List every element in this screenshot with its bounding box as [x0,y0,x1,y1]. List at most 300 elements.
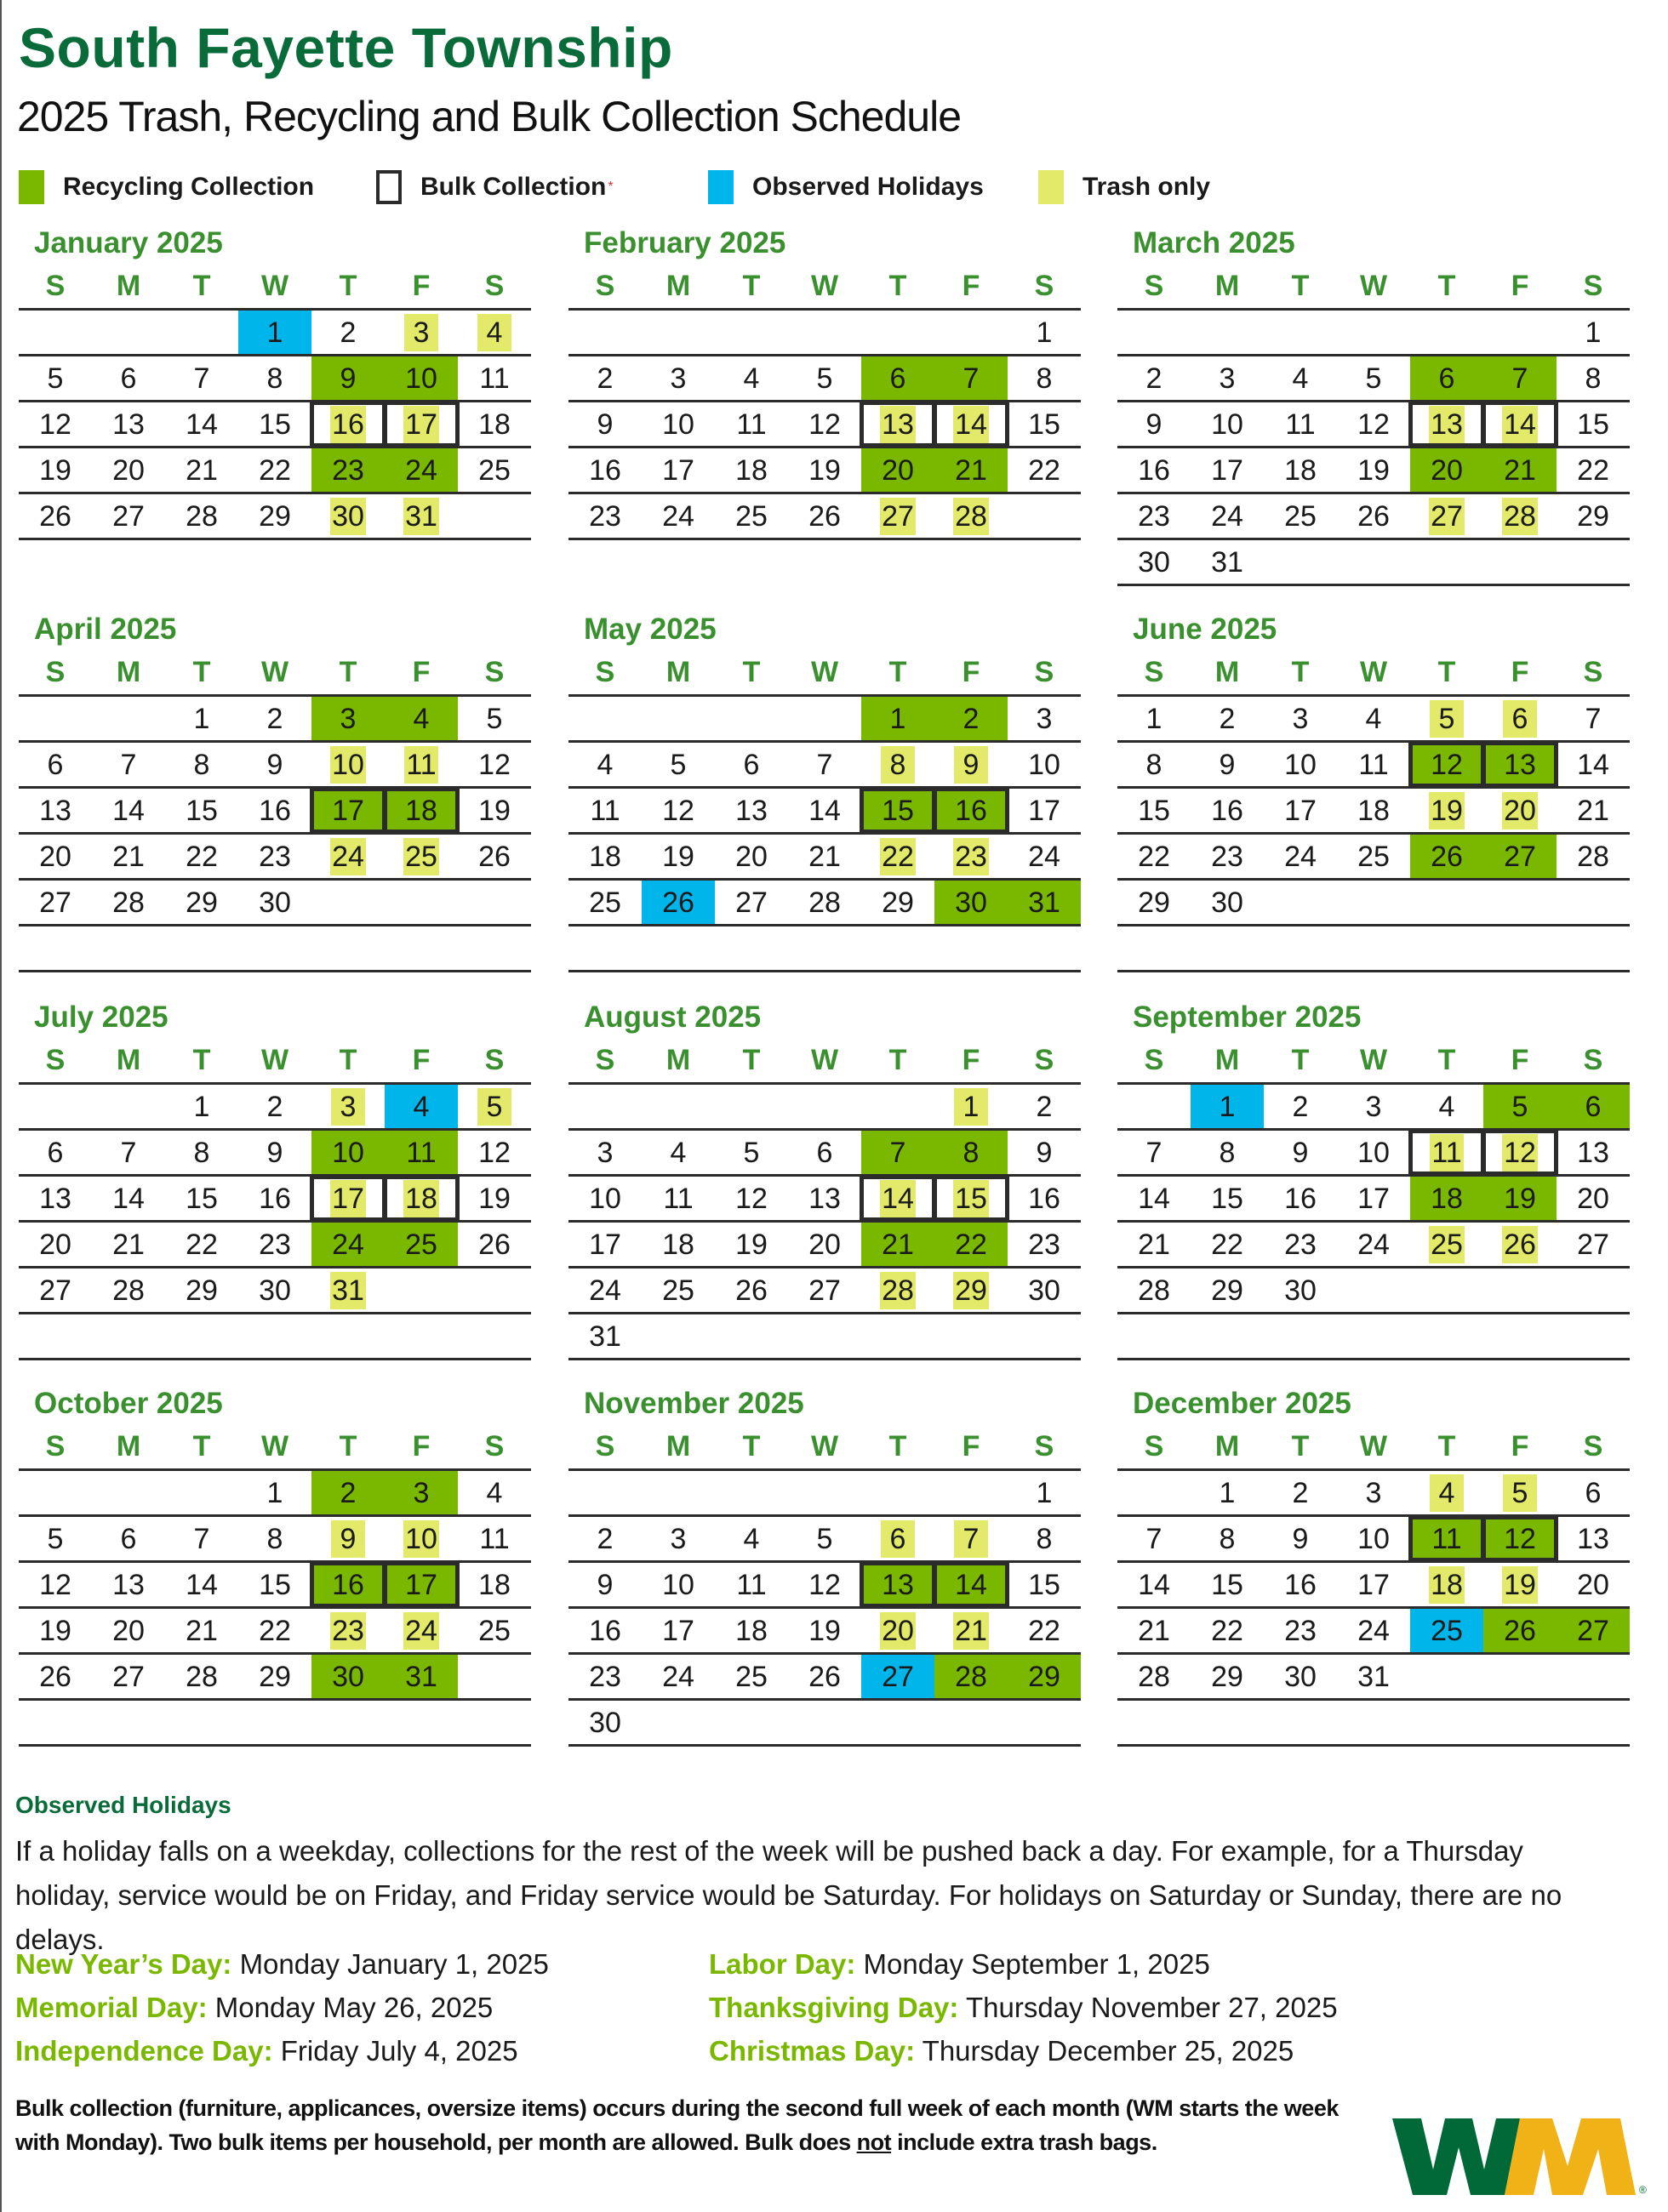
day-number: 9 [1036,1136,1053,1169]
day-number: 8 [1145,748,1162,781]
day-cell [934,356,1008,400]
day-number: 26 [1357,499,1390,533]
day-cell [1410,1177,1483,1220]
weekday-label: W [1359,1043,1388,1076]
day-cell [1008,1131,1081,1174]
month-october [19,1387,531,1747]
day-cell [1483,1609,1557,1652]
day-number: 23 [953,838,989,875]
day-number: 2 [266,1090,283,1123]
weekday-label: F [412,1429,431,1462]
day-number: 30 [589,1706,621,1739]
day-number: 1 [266,1476,283,1509]
day-number: 22 [186,1228,218,1261]
day-number: 6 [1585,1476,1602,1509]
day-cell [788,1131,861,1174]
day-cell [385,1655,458,1698]
day-number: 12 [808,408,841,441]
weekday-label: T [1437,1043,1456,1076]
day-cell [715,1517,788,1560]
day-cell [1008,835,1081,878]
week-row [19,789,531,835]
day-number: 2 [597,362,614,395]
day-cell [458,1517,531,1560]
day-cell [861,1517,934,1560]
day-cell [715,1609,788,1652]
weekday-header [19,1038,531,1082]
weekday-label: M [1214,1043,1240,1076]
day-cell [92,1131,165,1174]
day-number: 6 [1438,362,1455,395]
day-number: 8 [1219,1522,1236,1555]
day-cell [1557,743,1630,786]
day-cell [19,1177,92,1220]
day-number: 14 [1502,406,1538,443]
day-number: 15 [953,1180,989,1217]
empty-cell [92,926,165,970]
day-number: 26 [478,840,511,873]
day-number: 15 [1028,408,1060,441]
day-number: 18 [735,453,768,487]
weekday-label: W [810,1043,839,1076]
day-number: 4 [477,314,511,351]
day-number: 21 [1577,794,1609,827]
day-cell [1191,356,1264,400]
day-number: 8 [266,362,283,395]
empty-cell [1337,1268,1410,1312]
day-cell [1117,1177,1191,1220]
day-number: 25 [1429,1226,1465,1263]
day-number: 2 [1145,362,1162,395]
day-cell [311,1131,385,1174]
day-cell [385,1471,458,1514]
day-number: 26 [808,499,841,533]
day-cell [715,494,788,538]
day-cell [715,789,788,832]
day-number: 9 [266,1136,283,1169]
day-number: 2 [1292,1090,1309,1123]
week-row [19,1609,531,1655]
weekday-label: W [1359,1429,1388,1462]
weekday-label: S [595,655,615,688]
day-cell [861,494,934,538]
day-cell [92,494,165,538]
month-title: April 2025 [34,613,177,646]
day-number: 8 [1036,362,1053,395]
day-number: 28 [808,886,841,919]
holiday-date: Friday July 4, 2025 [280,2035,518,2067]
day-cell [642,1517,715,1560]
day-number: 20 [112,1614,145,1647]
month-title: February 2025 [584,226,786,259]
day-number: 1 [954,1088,988,1126]
empty-cell [1337,926,1410,970]
legend-label: Trash only [1082,173,1211,201]
day-number: 2 [597,1522,614,1555]
day-cell [1191,448,1264,492]
day-cell [92,1563,165,1606]
weekday-label: M [1214,1429,1240,1462]
day-cell [1008,1563,1081,1606]
empty-cell [1191,1701,1264,1744]
week-row [568,881,1081,926]
day-number: 26 [735,1274,768,1307]
day-cell [1008,402,1081,446]
day-number: 29 [186,1274,218,1307]
day-number: 2 [266,702,283,735]
day-number: 31 [1357,1660,1390,1693]
empty-cell [861,926,934,970]
day-number: 1 [1219,1090,1236,1123]
empty-cell [642,1085,715,1128]
day-cell [238,1177,311,1220]
day-cell [642,1268,715,1312]
empty-cell [861,1085,934,1128]
day-number: 19 [39,1614,71,1647]
holiday-name: Christmas Day: [709,2035,916,2067]
empty-cell [1410,1314,1483,1358]
month-may [568,613,1081,972]
day-cell [788,1563,861,1606]
week-row [19,1701,531,1747]
weekday-label: M [116,269,141,302]
empty-cell [238,926,311,970]
day-cell [788,494,861,538]
empty-cell [642,697,715,740]
day-number: 28 [1138,1660,1170,1693]
day-cell [1191,1177,1264,1220]
weekday-label: T [1437,655,1456,688]
weekday-label: M [116,1043,141,1076]
day-cell [385,835,458,878]
day-number: 9 [597,408,614,441]
day-number: 25 [1284,499,1317,533]
day-cell [642,743,715,786]
day-number: 12 [478,748,511,781]
day-cell [385,1609,458,1652]
empty-cell [458,1314,531,1358]
day-cell [1264,1085,1337,1128]
weekday-label: W [260,655,289,688]
day-cell [1557,1471,1630,1514]
day-number: 15 [259,1568,291,1601]
day-number: 8 [193,1136,210,1169]
day-number: 8 [1036,1522,1053,1555]
day-number: 6 [47,748,64,781]
day-number: 5 [486,702,503,735]
day-cell [165,1223,238,1266]
day-number: 24 [1284,840,1317,873]
day-number: 5 [1511,1090,1528,1123]
day-number: 18 [1284,453,1317,487]
day-cell [311,494,385,538]
day-cell [1337,1131,1410,1174]
week-row [568,1131,1081,1177]
weekday-label: S [484,655,505,688]
day-cell [458,311,531,354]
day-cell [1008,1517,1081,1560]
day-cell [19,448,92,492]
day-cell [1483,743,1557,786]
weekday-label: F [412,269,431,302]
empty-cell [715,1314,788,1358]
weekday-label: S [45,1043,66,1076]
weekday-label: F [1511,655,1529,688]
week-row [1117,402,1630,448]
weekday-label: W [260,1429,289,1462]
day-number: 20 [880,1612,916,1650]
day-number: 17 [332,794,364,827]
day-cell [934,1655,1008,1698]
day-cell [238,1131,311,1174]
day-cell [311,1655,385,1698]
day-cell [861,1223,934,1266]
week-row [1117,1701,1630,1747]
weekday-label: F [412,655,431,688]
day-cell [1117,1563,1191,1606]
week-row [19,1177,531,1223]
day-number: 21 [1138,1614,1170,1647]
day-number: 25 [478,1614,511,1647]
day-cell [165,1131,238,1174]
day-number: 18 [403,1180,439,1217]
day-cell [238,1471,311,1514]
day-number: 22 [880,838,916,875]
week-row [1117,1471,1630,1517]
day-cell [92,448,165,492]
day-number: 26 [1431,840,1463,873]
month-grid [568,694,1081,972]
day-cell [788,1609,861,1652]
empty-cell [788,926,861,970]
day-cell [715,356,788,400]
empty-cell [861,1314,934,1358]
empty-cell [1483,926,1557,970]
day-number: 6 [1585,1090,1602,1123]
day-cell [385,1563,458,1606]
page-border [0,0,2,2212]
day-number: 1 [1036,1476,1053,1509]
day-cell [642,1609,715,1652]
day-number: 7 [889,1136,906,1169]
day-number: 5 [47,362,64,395]
day-cell [19,1563,92,1606]
day-cell [1264,1655,1337,1698]
week-row [19,448,531,494]
day-number: 9 [954,746,988,784]
day-cell [934,402,1008,446]
day-number: 1 [266,316,283,349]
day-number: 14 [112,1182,145,1215]
legend-label: Observed Holidays [752,173,984,201]
week-row [568,1563,1081,1609]
holiday-name: New Year’s Day: [15,1948,232,1980]
empty-cell [311,926,385,970]
day-number: 25 [403,838,439,875]
week-row [1117,1085,1630,1131]
week-row [19,881,531,926]
day-number: 15 [259,408,291,441]
weekday-label: S [595,1043,615,1076]
day-number: 18 [478,408,511,441]
day-cell [1337,789,1410,832]
day-number: 8 [1219,1136,1236,1169]
day-cell [1117,356,1191,400]
weekday-label: T [1291,1043,1310,1076]
week-row [568,1609,1081,1655]
empty-cell [642,926,715,970]
week-row [19,311,531,356]
day-cell [385,697,458,740]
empty-cell [1008,494,1081,538]
day-number: 25 [735,499,768,533]
day-number: 20 [112,453,145,487]
empty-cell [715,1701,788,1744]
day-number: 19 [1357,453,1390,487]
day-cell [1557,1517,1630,1560]
empty-cell [92,311,165,354]
day-cell [458,1609,531,1652]
holiday-name: Independence Day: [15,2035,273,2067]
day-number: 31 [403,498,439,535]
day-cell [568,1517,642,1560]
day-cell [165,1655,238,1698]
empty-cell [19,1314,92,1358]
day-cell [238,311,311,354]
day-number: 19 [478,794,511,827]
day-cell [1337,1609,1410,1652]
weekday-label: S [484,269,505,302]
empty-cell [458,1655,531,1698]
week-row [19,697,531,743]
day-number: 13 [1429,406,1465,443]
empty-cell [19,1701,92,1744]
day-number: 19 [808,1614,841,1647]
day-number: 29 [186,886,218,919]
day-cell [458,789,531,832]
month-grid [1117,1082,1630,1360]
day-cell [934,1563,1008,1606]
day-number: 5 [816,1522,833,1555]
day-number: 25 [735,1660,768,1693]
day-number: 14 [1138,1182,1170,1215]
day-number: 25 [589,886,621,919]
empty-cell [1337,881,1410,924]
weekday-label: W [810,269,839,302]
day-cell [311,1223,385,1266]
week-row [1117,835,1630,881]
day-number: 18 [1357,794,1390,827]
week-row [568,402,1081,448]
day-cell [1483,1471,1557,1514]
week-row [568,789,1081,835]
day-number: 23 [259,1228,291,1261]
day-cell [458,743,531,786]
day-cell [385,1223,458,1266]
day-number: 26 [39,499,71,533]
day-number: 19 [662,840,694,873]
empty-cell [1337,1701,1410,1744]
holiday-date: Thursday December 25, 2025 [922,2035,1294,2067]
day-number: 16 [589,1614,621,1647]
day-cell [642,1131,715,1174]
empty-cell [311,881,385,924]
day-number: 15 [882,794,914,827]
day-cell [1008,1655,1081,1698]
day-number: 5 [477,1088,511,1126]
day-number: 15 [186,794,218,827]
weekday-label: F [962,655,980,688]
empty-cell [1557,1655,1630,1698]
day-cell [934,1223,1008,1266]
day-number: 11 [736,408,767,441]
day-cell [788,1655,861,1698]
day-cell [1410,1563,1483,1606]
day-cell [1337,494,1410,538]
day-cell [1557,1563,1630,1606]
weekday-label: M [665,655,691,688]
day-cell [1483,697,1557,740]
day-cell [311,1517,385,1560]
day-number: 16 [1028,1182,1060,1215]
week-row [1117,1314,1630,1360]
svg-text:®: ® [1639,2184,1647,2195]
week-row [19,1131,531,1177]
day-number: 29 [1577,499,1609,533]
day-number: 19 [808,453,841,487]
day-cell [458,402,531,446]
day-number: 4 [413,1090,430,1123]
day-cell [19,356,92,400]
day-number: 23 [1138,499,1170,533]
empty-cell [1191,311,1264,354]
day-cell [861,402,934,446]
holiday-labor [709,1948,1210,1981]
day-number: 17 [330,1180,366,1217]
weekday-label: T [742,269,761,302]
page-title: South Fayette Township [19,16,673,79]
weekday-label: S [1034,655,1054,688]
day-number: 13 [39,794,71,827]
day-number: 22 [1211,1614,1243,1647]
month-grid [1117,308,1630,586]
week-row [1117,926,1630,972]
empty-cell [19,1085,92,1128]
weekday-label: S [1034,1429,1054,1462]
day-number: 4 [1438,1090,1455,1123]
day-number: 23 [330,1612,366,1650]
day-cell [642,1177,715,1220]
holiday-name: Labor Day: [709,1948,856,1980]
month-april [19,613,531,972]
week-row [568,1517,1081,1563]
empty-cell [1008,1314,1081,1358]
day-number: 18 [1429,1566,1465,1604]
legend-trash [1038,167,1210,208]
day-cell [238,1223,311,1266]
day-number: 17 [1028,794,1060,827]
empty-cell [1264,881,1337,924]
day-number: 4 [743,1522,760,1555]
day-cell [1337,402,1410,446]
day-cell [1008,1177,1081,1220]
day-number: 26 [808,1660,841,1693]
legend-holiday [708,167,984,208]
holidays-heading: Observed Holidays [15,1792,231,1818]
day-number: 11 [1430,1134,1464,1172]
week-row [568,356,1081,402]
weekday-label: S [45,655,66,688]
